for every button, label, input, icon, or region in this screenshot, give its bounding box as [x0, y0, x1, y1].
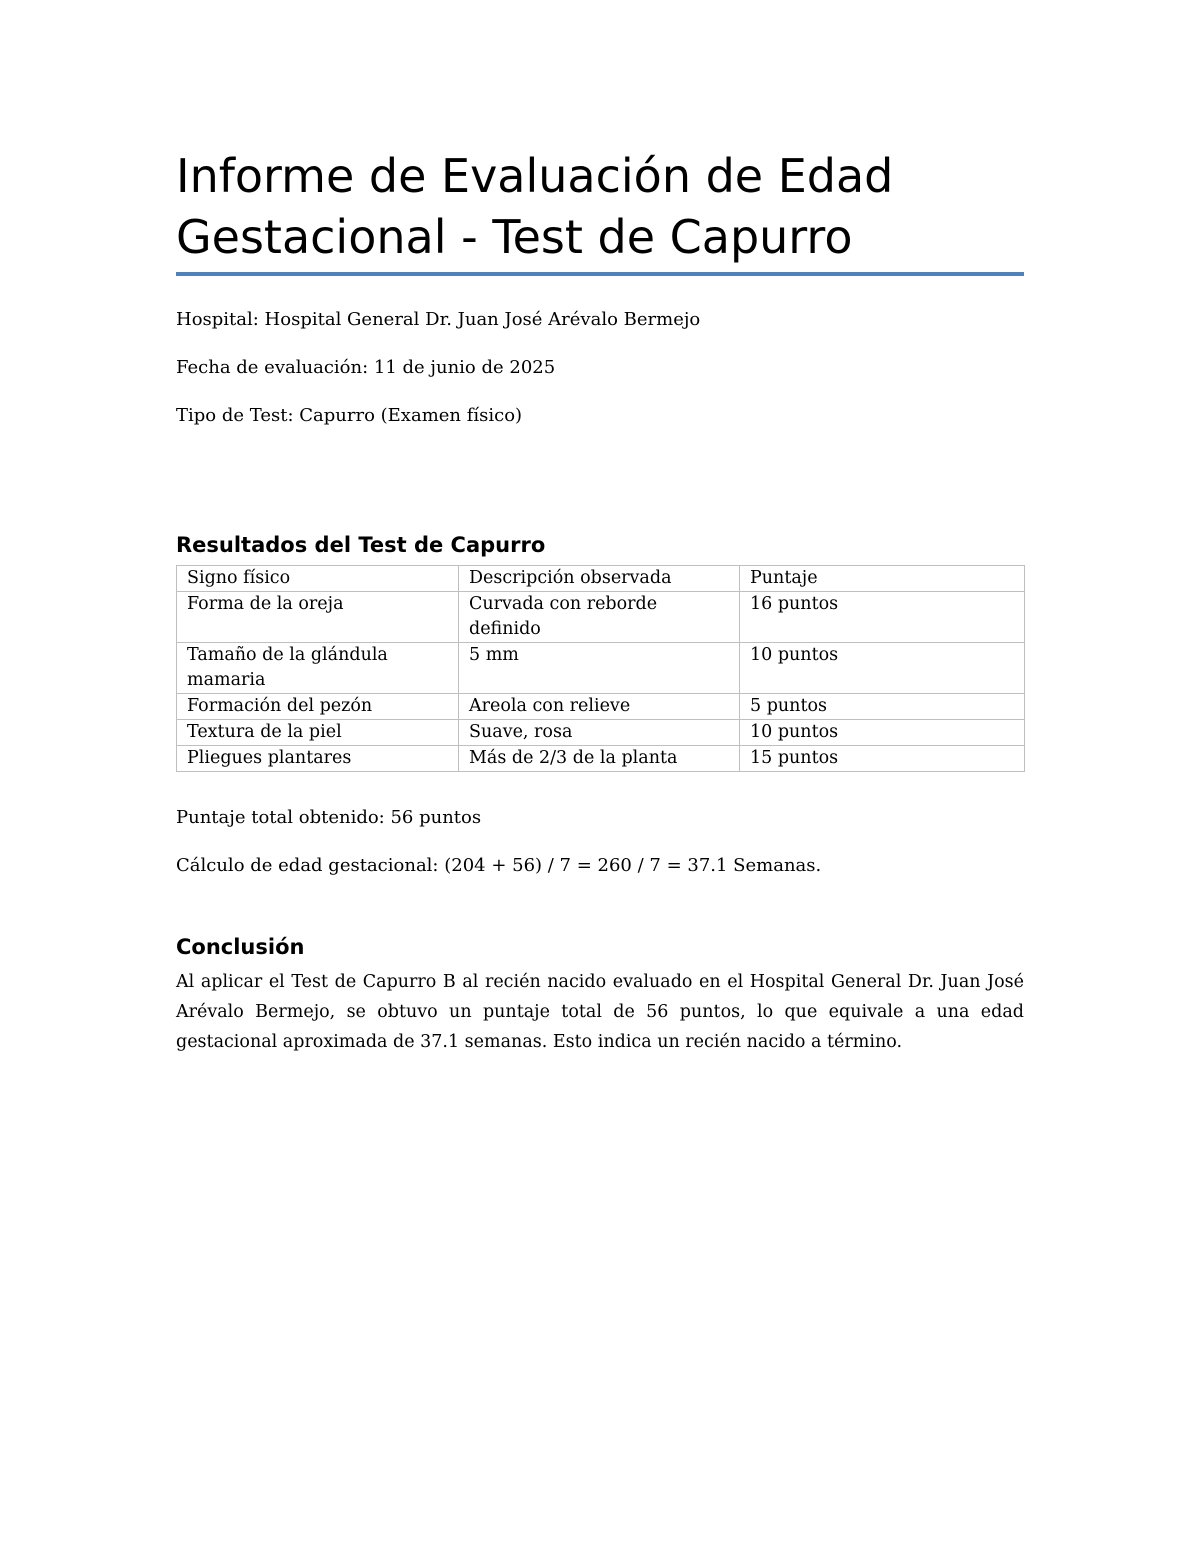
table-cell-description: 5 mm: [459, 643, 740, 694]
document-title-line-1: Informe de Evaluación de Edad: [176, 149, 894, 203]
table-cell-score: 16 puntos: [740, 592, 1025, 643]
table-cell-sign: Textura de la piel: [177, 720, 459, 746]
table-row: [177, 643, 1025, 694]
document-title-line-2: Gestacional - Test de Capurro: [176, 210, 853, 264]
hospital-line: Hospital: Hospital General Dr. Juan José Arévalo Bermejo: [176, 309, 701, 330]
table-cell-sign: Forma de la oreja: [177, 592, 459, 643]
table-row: [177, 694, 1025, 720]
results-heading: Resultados del Test de Capurro: [176, 533, 546, 557]
column-header-sign: Signo físico: [177, 566, 459, 592]
table-cell-description: Curvada con reborde definido: [459, 592, 740, 643]
test-type-line: Tipo de Test: Capurro (Examen físico): [176, 405, 523, 426]
conclusion-paragraph: Al aplicar el Test de Capurro B al recién nacido evaluado en el Hospital General Dr. Juan José Arévalo Bermejo, se obtuvo un puntaje total de 56 puntos, lo que equivale a una edad gestacional aproximada de 37.1 semanas. Esto indica un recién nacido a término.: [176, 972, 1024, 1052]
table-cell-description: Areola con relieve: [459, 694, 740, 720]
table-cell-sign: Formación del pezón: [177, 694, 459, 720]
gestational-age-calculation-line: Cálculo de edad gestacional: (204 + 56) / 7 = 260 / 7 = 37.1 Semanas.: [176, 855, 822, 876]
conclusion-heading: Conclusión: [176, 935, 305, 959]
results-table: [176, 565, 1025, 772]
table-row: [177, 720, 1025, 746]
table-cell-score: 15 puntos: [740, 746, 1025, 772]
table-cell-sign: Tamaño de la glándula mamaria: [177, 643, 459, 694]
total-score-line: Puntaje total obtenido: 56 puntos: [176, 807, 482, 828]
table-header-row: [177, 566, 1025, 592]
table-cell-sign: Pliegues plantares: [177, 746, 459, 772]
table-cell-score: 10 puntos: [740, 720, 1025, 746]
column-header-score: Puntaje: [740, 566, 1025, 592]
table-row: [177, 746, 1025, 772]
table-cell-score: 5 puntos: [740, 694, 1025, 720]
column-header-description: Descripción observada: [459, 566, 740, 592]
document-title: [176, 146, 1026, 268]
table-cell-score: 10 puntos: [740, 643, 1025, 694]
title-underline-divider: [176, 272, 1024, 276]
table-row: [177, 592, 1025, 643]
table-cell-description: Más de 2/3 de la planta: [459, 746, 740, 772]
evaluation-date-line: Fecha de evaluación: 11 de junio de 2025: [176, 357, 556, 378]
table-cell-description: Suave, rosa: [459, 720, 740, 746]
